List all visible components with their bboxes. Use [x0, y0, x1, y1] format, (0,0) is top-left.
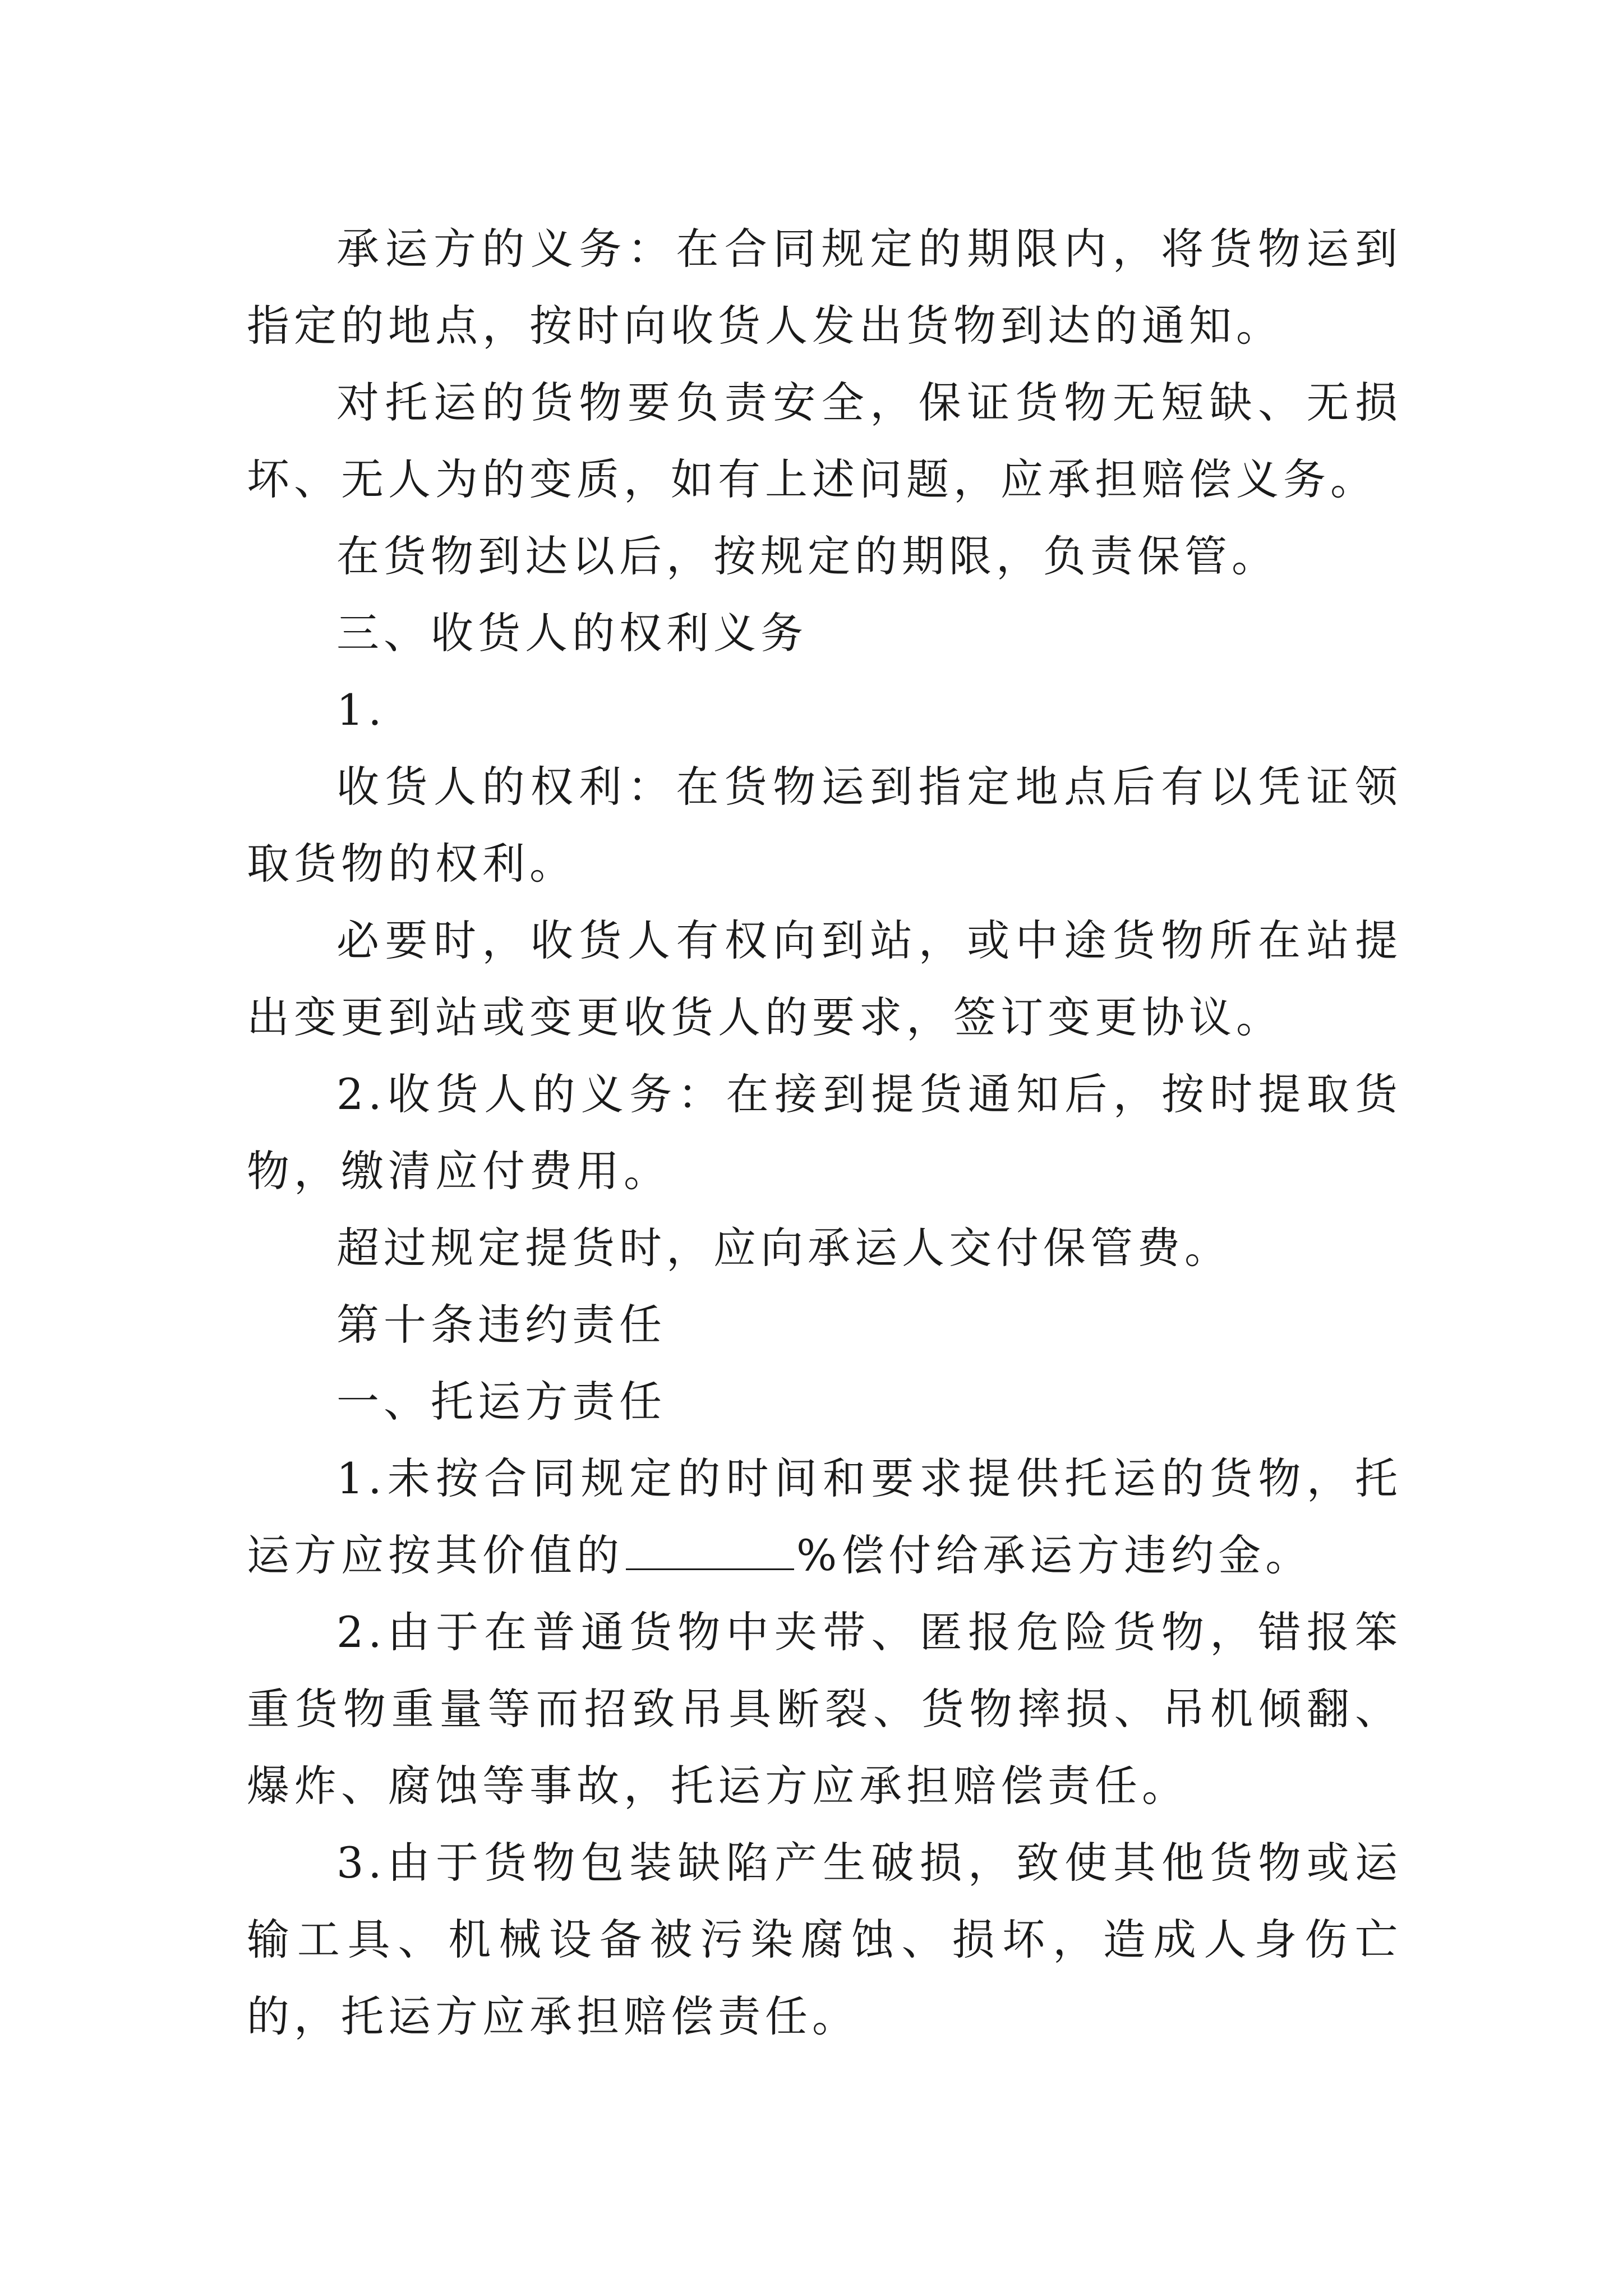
list-number-1: 1.: [336, 685, 386, 735]
paragraph-consignee-rights: 收货人的权利：在货物运到指定地点后有以凭证领取货物的权利。: [247, 762, 1402, 889]
document-body: [247, 210, 1402, 2055]
paragraph-storage: 在货物到达以后，按规定的期限，负责保管。: [336, 531, 1279, 581]
paragraph-dangerous-goods: 2.由于在普通货物中夹带、匿报危险货物，错报笨重货物重量等而招致吊具断裂、货物摔损、吊机倾翻、爆炸、腐蚀等事故，托运方应承担赔偿责任。: [247, 1607, 1402, 1811]
paragraph-packaging-defect: 3.由于货物包装缺陷产生破损，致使其他货物或运输工具、机械设备被污染腐蚀、损坏，造成人身伤亡的，托运方应承担赔偿责任。: [247, 1838, 1402, 2041]
penalty-percent-blank: [626, 1533, 794, 1570]
paragraph-penalty-clause: [247, 1440, 1402, 1594]
section-heading-consignee: 三、收货人的权利义务: [336, 608, 808, 658]
paragraph-change-request: 必要时，收货人有权向到站，或中途货物所在站提出变更到站或变更收货人的要求，签订变更协议。: [247, 915, 1402, 1042]
paragraph-storage-fee: 超过规定提货时，应向承运人交付保管费。: [336, 1223, 1232, 1273]
paragraph-consignee-obligation: 2.收货人的义务：在接到提货通知后，按时提取货物，缴清应付费用。: [247, 1069, 1402, 1196]
article-heading-liability: 第十条违约责任: [336, 1300, 666, 1350]
penalty-clause-after: %偿付给承运方违约金。: [796, 1530, 1313, 1580]
paragraph-cargo-safety: 对托运的货物要负责安全，保证货物无短缺、无损坏、无人为的变质，如有上述问题，应承担赔偿义务。: [247, 378, 1402, 504]
penalty-clause-before: 1.未按合同规定的时间和要求提供托运的货物，托运方应按其价值的: [247, 1453, 1402, 1580]
section-heading-shipper-liability: 一、托运方责任: [336, 1377, 666, 1427]
paragraph-carrier-obligation: 承运方的义务：在合同规定的期限内，将货物运到指定的地点，按时向收货人发出货物到达的通知。: [247, 224, 1402, 351]
